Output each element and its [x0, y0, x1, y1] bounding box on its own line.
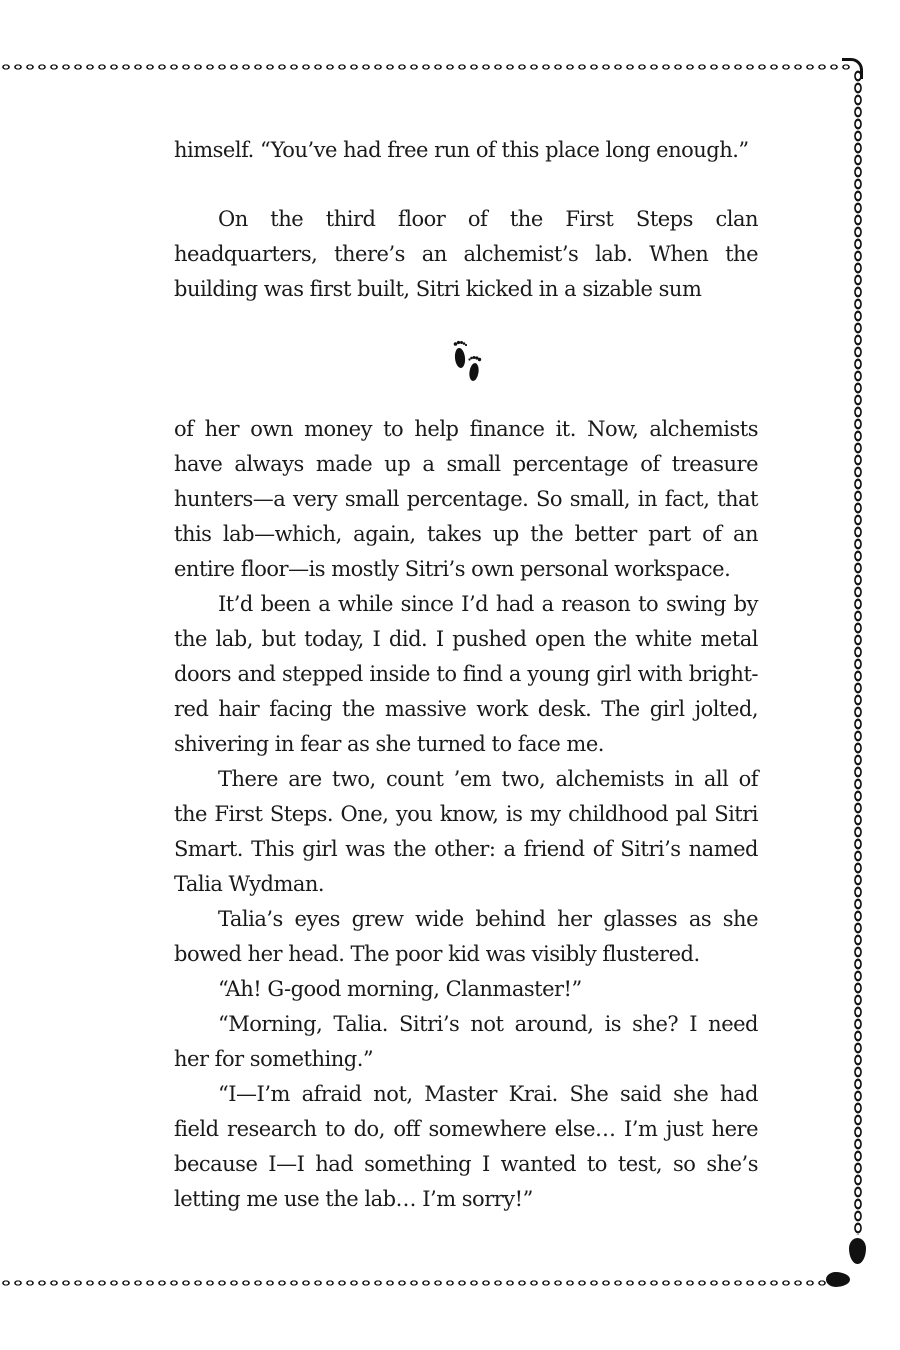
text-block-top [174, 133, 758, 168]
chain-end-weight [849, 1238, 866, 1264]
paragraph: of her own money to help finance it. Now, alchemists have always made up a small percentage of treasure hunters—a very small percentage. So small, in fact, that this lab—which, again, takes up the better part of an entire floor—is mostly Sitri’s own personal workspace. [174, 417, 758, 581]
paragraph: “I—I’m afraid not, Master Krai. She said she had field research to do, off somewhere else… I’m just here because I—I had something I wanted to test, so she’s letting me use the lab… I’m sorry!” [174, 1082, 758, 1211]
footprints-icon [447, 336, 487, 384]
chain-border-right [851, 70, 865, 1235]
paragraph: Talia’s eyes grew wide behind her glasses as she bowed her head. The poor kid was visibly flustered. [174, 907, 758, 966]
paragraph: It’d been a while since I’d had a reason to swing by the lab, but today, I did. I pushed open the white metal doors and stepped inside to find a young girl with bright-red hair facing the massive work desk. The girl jolted, shivering in fear as she turned to face me. [174, 592, 758, 756]
paragraph: There are two, count ’em two, alchemists in all of the First Steps. One, you know, is my childhood pal Sitri Smart. This girl was the other: a friend of Sitri’s named Talia Wydman. [174, 767, 758, 896]
footprint-left [454, 348, 466, 369]
paragraph: “Ah! G-good morning, Clanmaster!” [218, 977, 582, 1001]
paragraph: “Morning, Talia. Sitri’s not around, is she? I need her for something.” [174, 1012, 758, 1071]
paragraph: On the third floor of the First Steps clan headquarters, there’s an alchemist’s lab. When the building was first built, Sitri kicked in a sizable sum [174, 207, 758, 301]
text-block-bottom [174, 412, 758, 1217]
paragraph: himself. “You’ve had free run of this place long enough.” [174, 138, 749, 162]
chain-border-bottom [0, 1276, 832, 1290]
chain-border-top [0, 60, 850, 74]
text-block-mid [174, 202, 758, 307]
footprint-right [468, 362, 479, 381]
